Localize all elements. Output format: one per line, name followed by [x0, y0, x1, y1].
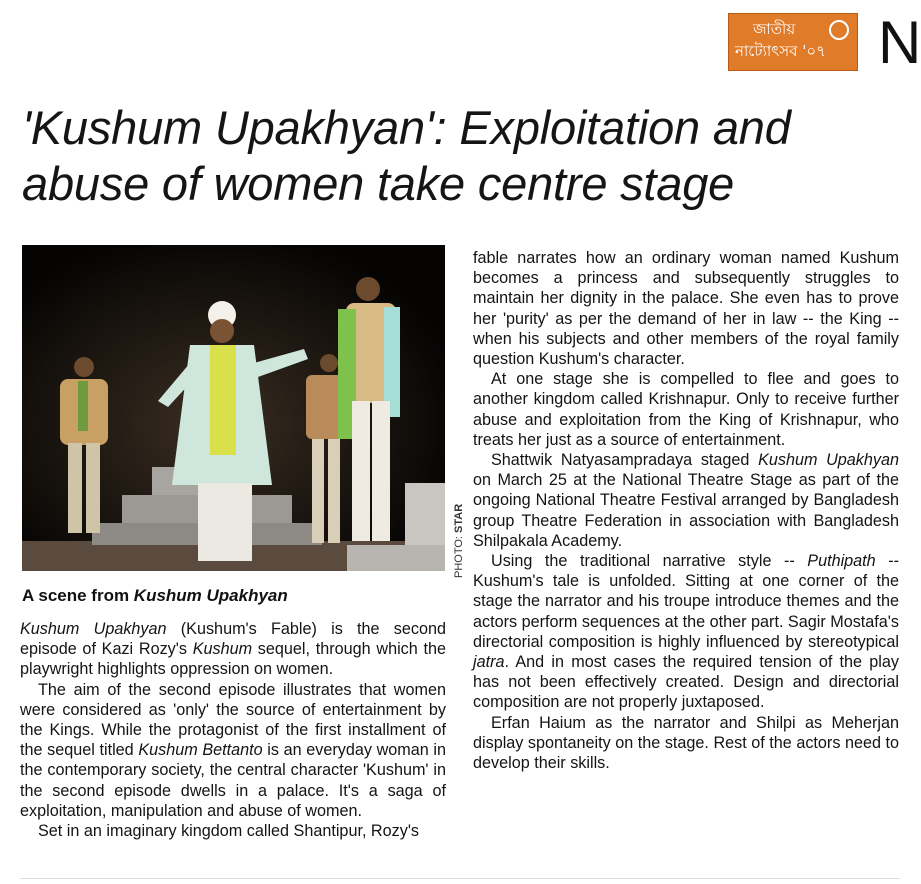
article-column-2 [473, 248, 899, 773]
text-run: Erfan Haium as the narrator and Shilpi as Meherjan display spontaneity on the stage. Rest of the actors need to develop their skills. [473, 713, 899, 773]
style-term: Puthipath [807, 552, 876, 571]
sequel-title: Kushum [192, 640, 253, 659]
stage-photo [22, 245, 445, 571]
caption-title: Kushum Upakhyan [133, 586, 288, 605]
play-title: Kushum Upakhyan [758, 451, 899, 470]
text-run: (Kushum's Fable) is the second episode of Kazi Rozy's [20, 620, 446, 659]
text-run: Set in an imaginary kingdom called Shantipur, Rozy's [38, 822, 419, 841]
text-run: Shattwik Natyasampradaya staged [491, 451, 759, 470]
text-run: The aim of the second episode illustrates that women were considered as 'only' the source of entertainment by the Kings. While the protagonist of the first installment of the sequel titled [20, 680, 446, 760]
logo-emblem-icon [829, 20, 849, 40]
paragraph [473, 713, 899, 774]
photo-credit-name: STAR [453, 503, 465, 533]
bottom-divider [20, 878, 900, 879]
photo-credit-label: PHOTO: [453, 536, 465, 578]
text-run: . And in most cases the required tension of the play has not been effectively created. Design and directorial composition are not properly juxtaposed. [473, 653, 899, 712]
logo-line-2: নাট্যোৎসব '০৭ [735, 42, 826, 60]
article-column-1 [20, 619, 446, 841]
text-run: is an everyday woman in the contemporary society, the central character 'Kushum' in the second episode dwells in a palace. It's a saga of exploitation, manipulation and abuse of women. [20, 741, 446, 820]
play-title: Kushum Upakhyan [20, 620, 167, 638]
style-term: jatra [473, 653, 505, 672]
logo-line-1: জাতীয় [753, 20, 796, 38]
caption-prefix: A scene from [22, 586, 134, 605]
paragraph [473, 369, 899, 450]
headline: 'Kushum Upakhyan': Exploitation and abuse of women take centre stage [22, 101, 791, 210]
paragraph [473, 450, 899, 551]
stage-scene-illustration [22, 245, 445, 571]
paragraph [20, 619, 446, 680]
paragraph [473, 248, 899, 369]
paragraph [20, 680, 446, 821]
first-installment-title: Kushum Bettanto [138, 741, 263, 760]
text-run: -- Kushum's tale is unfolded. Sitting at one corner of the stage the narrator and his troupe introduce themes and the actors perform sequences at the other part. Sagir Mostafa's directorial composition is highly influenced by stereotypical [473, 552, 899, 651]
festival-logo [728, 13, 858, 71]
text-run: sequel, through which the playwright highlights oppression on women. [20, 640, 446, 679]
text-run: At one stage she is compelled to flee and goes to another kingdom called Krishnapur. Only to receive further abuse and exploitation from the King of Krishnapur, who treats her just as a source of entertainment. [473, 370, 899, 449]
paragraph [473, 551, 899, 713]
text-run: on March 25 at the National Theatre Stage as part of the ongoing National Theatre Festival arranged by Bangladesh group Theatre Federation in association with Bangladesh Shilpakala Academy. [473, 471, 899, 550]
text-run: Using the traditional narrative style -- [491, 552, 808, 571]
photo-credit [453, 503, 473, 578]
masthead-fragment: N [878, 9, 921, 76]
paragraph [20, 821, 446, 841]
photo-caption [22, 586, 288, 606]
text-run: fable narrates how an ordinary woman named Kushum becomes a princess and subsequently struggles to maintain her dignity in the palace. She even has to prove her 'purity' as per the demand of her in law -- the King -- when his subjects and other members of the royal family question Kushum's character. [473, 249, 899, 369]
